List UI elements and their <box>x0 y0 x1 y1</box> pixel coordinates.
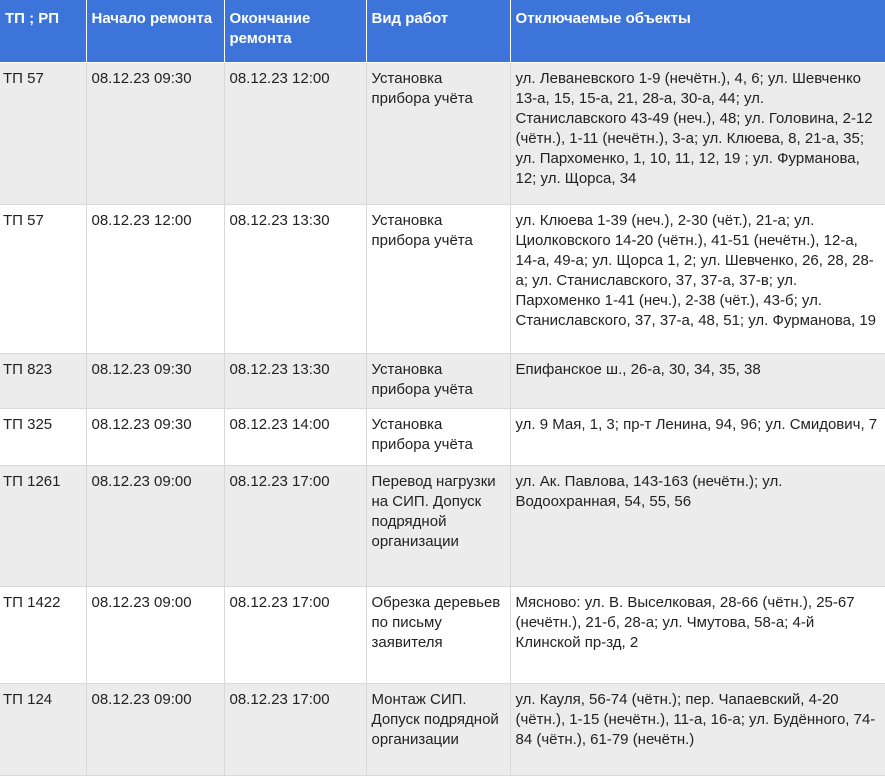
header-work-type: Вид работ <box>366 0 510 62</box>
cell-end: 08.12.23 17:00 <box>224 465 366 586</box>
cell-objects: ул. Кауля, 56-74 (чётн.); пер. Чапаевский, 4-20 (чётн.), 1-15 (нечётн.), 11-а, 16-а; ул. Будённого, 74-84 (чётн.), 61-79 (нечётн.) <box>510 683 885 775</box>
cell-start: 08.12.23 09:00 <box>86 465 224 586</box>
cell-objects: ул. Ак. Павлова, 143-163 (нечётн.); ул. Водоохранная, 54, 55, 56 <box>510 465 885 586</box>
cell-start: 08.12.23 09:00 <box>86 683 224 775</box>
cell-tp: ТП 325 <box>0 408 86 465</box>
cell-objects: ул. Леваневского 1-9 (нечётн.), 4, 6; ул. Шевченко 13-а, 15, 15-а, 21, 28-а, 30-а, 44; ул. Станиславского 43-49 (неч.), 48; ул. Головина, 2-12 (чётн.), 1-11 (нечётн.), 3-а; ул. Клюева, 8, 21-а, 35; ул. Пархоменко, 1, 10, 11, 12, 19 ; ул. Фурманова, 12; ул. Щорса, 34 <box>510 62 885 204</box>
cell-tp: ТП 124 <box>0 683 86 775</box>
cell-objects: ул. Клюева 1-39 (неч.), 2-30 (чёт.), 21-а; ул. Циолковского 14-20 (чётн.), 41-51 (нечётн.), 12-а, 14-а, 49-а; ул. Щорса 1, 2; ул. Шевченко, 26, 28, 28-а; ул. Станиславского, 37, 37-а, 37-в; ул. Пархоменко 1-41 (неч.), 2-38 (чёт.), 43-б; ул. Станиславского, 37, 37-а, 48, 51; ул. Фурманова, 19 <box>510 204 885 353</box>
header-end: Окончание ремонта <box>224 0 366 62</box>
cell-objects: ул. 9 Мая, 1, 3; пр-т Ленина, 94, 96; ул. Смидович, 7 <box>510 408 885 465</box>
cell-tp: ТП 823 <box>0 353 86 408</box>
header-start: Начало ремонта <box>86 0 224 62</box>
table-row <box>0 204 885 353</box>
table-row <box>0 586 885 683</box>
cell-start: 08.12.23 09:30 <box>86 62 224 204</box>
cell-start: 08.12.23 09:00 <box>86 586 224 683</box>
table-header <box>0 0 885 62</box>
table-row <box>0 62 885 204</box>
cell-end: 08.12.23 17:00 <box>224 683 366 775</box>
cell-work-type: Обрезка деревьев по письму заявителя <box>366 586 510 683</box>
cell-start: 08.12.23 09:30 <box>86 408 224 465</box>
cell-work-type: Установка прибора учёта <box>366 62 510 204</box>
cell-start: 08.12.23 09:30 <box>86 353 224 408</box>
header-row <box>0 0 885 62</box>
cell-work-type: Установка прибора учёта <box>366 408 510 465</box>
table-body <box>0 62 885 775</box>
cell-objects: Мясново: ул. В. Выселковая, 28-66 (чётн.), 25-67 (нечётн.), 21-б, 28-а; ул. Чмутова, 58-а; 4-й Клинской пр-зд, 2 <box>510 586 885 683</box>
cell-end: 08.12.23 13:30 <box>224 204 366 353</box>
cell-tp: ТП 57 <box>0 62 86 204</box>
table-row <box>0 353 885 408</box>
cell-work-type: Монтаж СИП. Допуск подрядной организации <box>366 683 510 775</box>
table-row <box>0 408 885 465</box>
cell-start: 08.12.23 12:00 <box>86 204 224 353</box>
cell-end: 08.12.23 12:00 <box>224 62 366 204</box>
header-objects: Отключаемые объекты <box>510 0 885 62</box>
cell-end: 08.12.23 14:00 <box>224 408 366 465</box>
cell-objects: Епифанское ш., 26-а, 30, 34, 35, 38 <box>510 353 885 408</box>
cell-end: 08.12.23 17:00 <box>224 586 366 683</box>
table-row <box>0 465 885 586</box>
cell-work-type: Установка прибора учёта <box>366 353 510 408</box>
cell-end: 08.12.23 13:30 <box>224 353 366 408</box>
cell-tp: ТП 1261 <box>0 465 86 586</box>
cell-tp: ТП 57 <box>0 204 86 353</box>
cell-tp: ТП 1422 <box>0 586 86 683</box>
cell-work-type: Установка прибора учёта <box>366 204 510 353</box>
cell-work-type: Перевод нагрузки на СИП. Допуск подрядной организации <box>366 465 510 586</box>
table-row <box>0 683 885 775</box>
header-tp: ТП ; РП <box>0 0 86 62</box>
